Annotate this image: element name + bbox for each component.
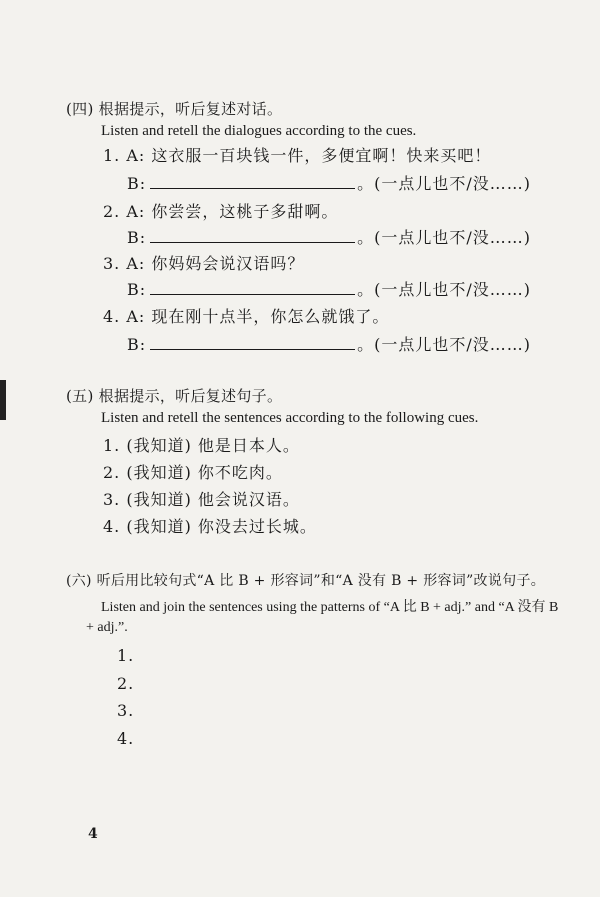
section-4-instructions: Listen and retell the dialogues according to the cues.: [101, 123, 417, 139]
dialogue-1-a: 1. A: 这衣服一百块钱一件，多便宜啊！快来买吧！: [103, 146, 492, 165]
answer-blank[interactable]: [150, 280, 355, 295]
sentence-2: 2. (我知道) 你不吃肉。: [103, 463, 283, 482]
section-6-instructions-line-1: Listen and join the sentences using the patterns of “A 比 B + adj.” and “A 没有 B: [101, 600, 559, 615]
answer-line-2: 2.: [117, 674, 135, 693]
dialogue-2-b: B: 。(一点儿也不/没……): [127, 228, 532, 247]
section-5-instructions: Listen and retell the sentences according to the following cues.: [101, 410, 479, 426]
section-6-title: (六) 听后用比较句式“A 比 B + 形容词”和“A 没有 B + 形容词”改说句子。: [66, 573, 546, 589]
answer-line-3: 3.: [117, 701, 135, 720]
section-6-instructions-line-2: + adj.”.: [86, 620, 128, 635]
answer-line-4: 4.: [117, 729, 135, 748]
sentence-4: 4. (我知道) 你没去过长城。: [103, 517, 317, 536]
sentence-3: 3. (我知道) 他会说汉语。: [103, 490, 300, 509]
dialogue-2-a: 2. A: 你尝尝，这桃子多甜啊。: [103, 202, 339, 221]
section-5-title: (五) 根据提示，听后复述句子。: [66, 387, 283, 405]
answer-blank[interactable]: [150, 228, 355, 243]
dialogue-3-a: 3. A: 你妈妈会说汉语吗？: [103, 254, 305, 273]
answer-line-1: 1.: [117, 646, 135, 665]
dialogue-4-b: B: 。(一点儿也不/没……): [127, 335, 532, 354]
section-4-title: (四) 根据提示，听后复述对话。: [66, 100, 283, 118]
binding-edge-mark: [0, 380, 6, 420]
answer-blank[interactable]: [150, 335, 355, 350]
answer-blank[interactable]: [150, 174, 355, 189]
page-number: 4: [88, 826, 98, 842]
sentence-1: 1. (我知道) 他是日本人。: [103, 436, 300, 455]
dialogue-4-a: 4. A: 现在刚十点半，你怎么就饿了。: [103, 307, 390, 326]
dialogue-3-b: B: 。(一点儿也不/没……): [127, 280, 532, 299]
dialogue-1-b: B: 。(一点儿也不/没……): [127, 174, 532, 193]
